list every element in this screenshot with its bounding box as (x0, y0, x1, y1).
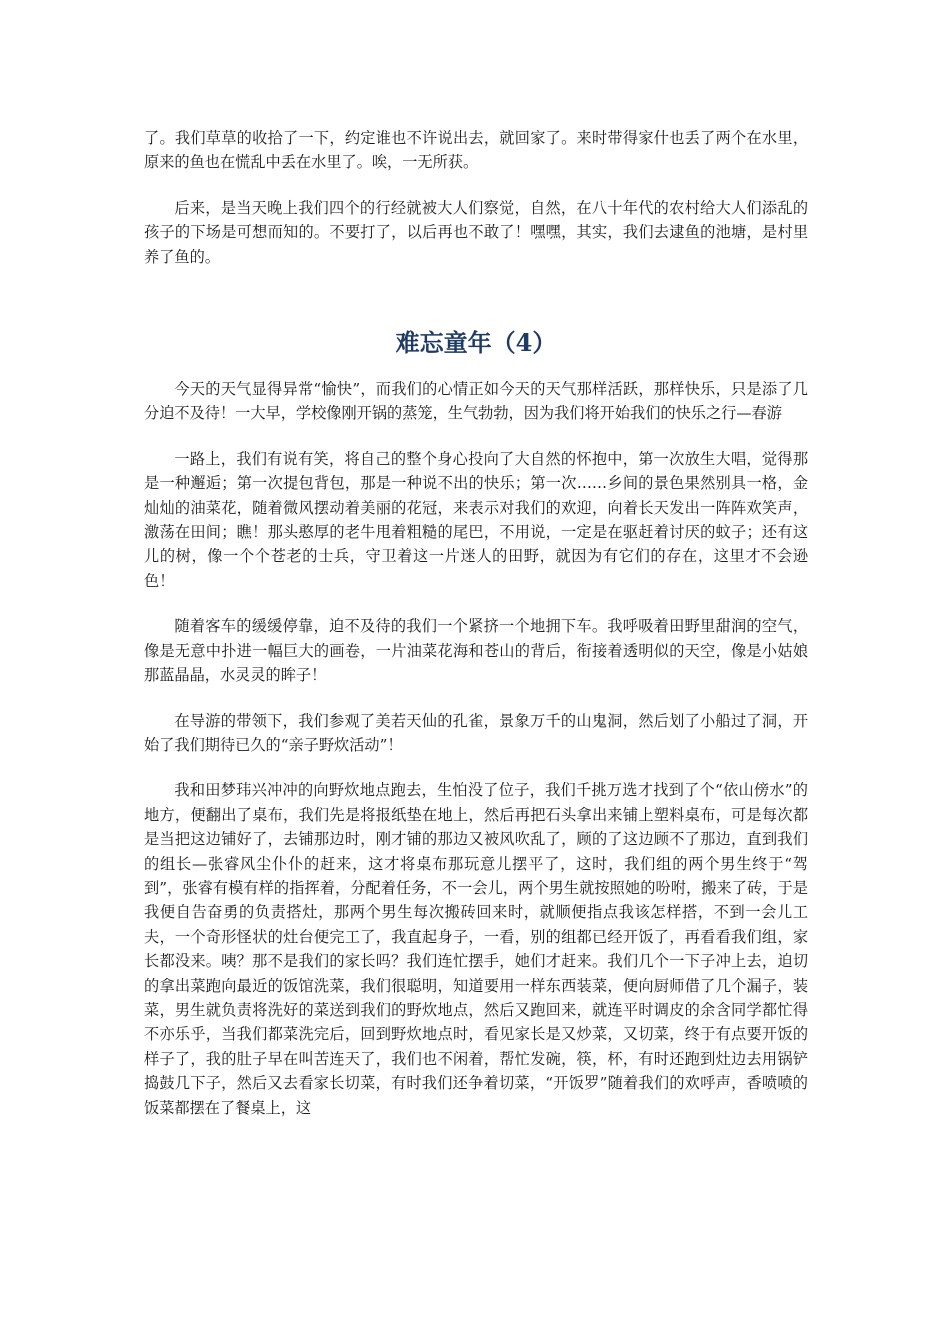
intro-paragraph: 后来，是当天晚上我们四个的行经就被大人们察觉，自然，在八十年代的农村给大人们添乱的孩子的下场是可想而知的。不要打了，以后再也不敢了！嘿嘿，其实，我们去逮鱼的池塘，是村里养了鱼的。 (144, 198, 808, 266)
body-paragraph: 一路上，我们有说有笑，将自己的整个身心投向了大自然的怀抱中，第一次放生大唱，觉得那是一种邂逅；第一次提包背包，那是一种说不出的快乐；第一次……乡间的景色果然别具一格，金灿灿的油菜花，随着微风摆动着美丽的花冠，来表示对我们的欢迎，向着长天发出一阵阵欢笑声，激荡在田间；瞧！那头憨厚的老牛甩着粗糙的尾巴，不用说，一定是在驱赶着讨厌的蚊子；还有这儿的树，像一个个苍老的士兵，守卫着这一片迷人的田野，就因为有它们的存在，这里才不会逊色！ (144, 449, 808, 590)
body-paragraph: 在导游的带领下，我们参观了美若天仙的孔雀，景象万千的山鬼洞，然后划了小船过了洞，开始了我们期待已久的“亲子野炊活动”！ (144, 711, 808, 754)
body-paragraph: 今天的天气显得异常“愉快”，而我们的心情正如今天的天气那样活跃，那样快乐，只是添了几分迫不及待！一大早，学校像刚开锅的蒸笼，生气勃勃，因为我们将开始我们的快乐之行—春游 (144, 380, 808, 423)
chapter-title: 难忘童年（4） (395, 328, 557, 358)
intro-paragraph-continued: 了。我们草草的收拾了一下，约定谁也不许说出去，就回家了。来时带得家什也丢了两个在水里，原来的鱼也在慌乱中丢在水里了。唉，一无所获。 (144, 129, 808, 172)
body-paragraph: 我和田梦玮兴冲冲的向野炊地点跑去，生怕没了位子，我们千挑万选才找到了个“依山傍水”的地方，便翻出了桌布，我们先是将报纸垫在地上，然后再把石头拿出来铺上塑料桌布，可是每次都是当把这边铺好了，去铺那边时，刚才铺的那边又被风吹乱了，顾的了这边顾不了那边，直到我们的组长—张睿风尘仆仆的赶来，这才将桌布那玩意儿摆平了，这时，我们组的两个男生终于“驾到”，张睿有模有样的指挥着，分配着任务，不一会儿，两个男生就按照她的吩咐，搬来了砖，于是我便自告奋勇的负责搭灶，那两个男生每次搬砖回来时，就顺便指点我该怎样搭，不到一会儿工夫，一个奇形怪状的灶台便完工了，我直起身子，一看，别的组都已经开饭了，再看看我们组，家长都没来。咦？那不是我们的家长吗？我们连忙摆手，她们才赶来。我们几个一下子冲上去，迫切的拿出菜跑向最近的饭馆洗菜，我们很聪明，知道要用一样东西装菜，便向厨师借了几个漏子，装菜，男生就负责将洗好的菜送到我们的野炊地点，然后又跑回来，就连平时调皮的余含同学都忙得不亦乐乎，当我们都菜洗完后，回到野炊地点时，看见家长是又炒菜，又切菜，终于有点要开饭的样子了，我的肚子早在叫苦连天了，我们也不闲着，帮忙发碗，筷，杯，有时还跑到灶边去用锅铲捣鼓几下子，然后又去看家长切菜，有时我们还争着切菜，“开饭罗”随着我们的欢呼声，香喷喷的饭菜都摆在了餐桌上，这 (144, 781, 808, 1117)
document-page (144, 126, 808, 1141)
body-paragraph: 随着客车的缓缓停靠，迫不及待的我们一个紧挤一个地拥下车。我呼吸着田野里甜润的空气，像是无意中扑进一幅巨大的画卷，一片油菜花海和苍山的背后，衔接着透明似的天空，像是小姑娘那蓝晶晶，水灵灵的眸子！ (144, 617, 808, 685)
